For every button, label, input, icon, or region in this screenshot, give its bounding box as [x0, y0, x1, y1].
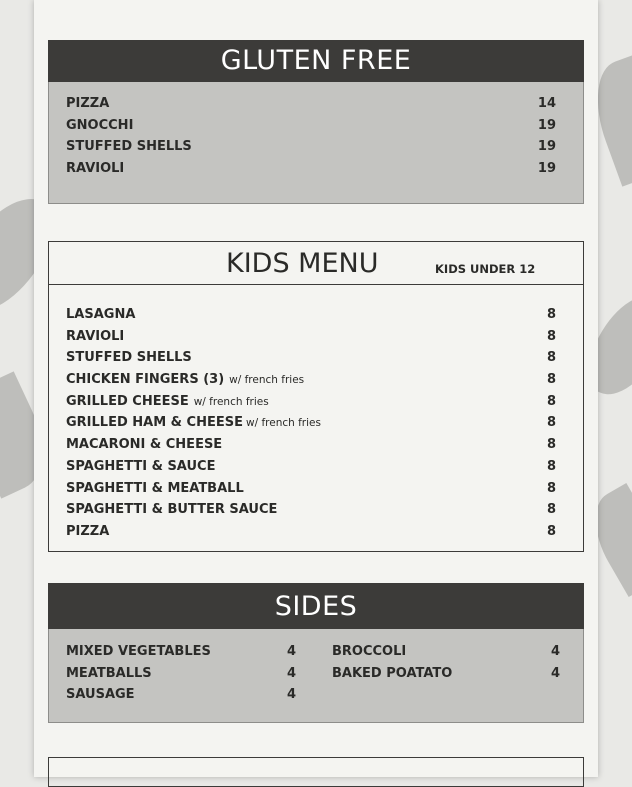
- menu-item: [49, 369, 583, 391]
- menu-item: [49, 434, 583, 456]
- menu-item: [49, 391, 583, 413]
- menu-item: [49, 412, 583, 434]
- kids-menu-list: [49, 285, 583, 543]
- next-section-box: [48, 757, 584, 787]
- item-price: 8: [546, 307, 556, 322]
- item-name: SPAGHETTI & SAUCE: [66, 458, 216, 474]
- menu-item: [49, 304, 583, 326]
- item-price: 4: [550, 665, 560, 681]
- item-price: 8: [546, 393, 556, 409]
- item-name: MIXED VEGETABLES: [66, 644, 211, 659]
- item-name: MACARONI & CHEESE: [66, 437, 223, 453]
- item-name: PIZZA: [66, 96, 110, 111]
- menu-item: [332, 663, 560, 685]
- item-price: 8: [546, 458, 556, 474]
- menu-item: [49, 326, 583, 348]
- item-name: GNOCCHI: [66, 117, 134, 133]
- kids-menu-section: [48, 241, 584, 552]
- kids-menu-subtitle: KIDS UNDER 12: [435, 262, 536, 276]
- item-name: RAVIOLI: [66, 161, 125, 177]
- item-price: 4: [550, 644, 560, 659]
- item-price: 4: [286, 665, 296, 681]
- item-name: BROCCOLI: [332, 644, 407, 659]
- item-name: STUFFED SHELLS: [66, 139, 192, 155]
- item-price: 19: [537, 161, 556, 177]
- gluten-free-title: GLUTEN FREE: [48, 40, 584, 82]
- menu-item: [49, 456, 583, 478]
- sides-list: [48, 629, 584, 723]
- menu-item: [49, 158, 583, 180]
- item-note: w/ french fries: [193, 395, 269, 408]
- menu-item: [66, 663, 296, 685]
- item-name: GRILLED CHEESE: [66, 393, 189, 409]
- item-name: GRILLED HAM & CHEESE: [66, 415, 243, 431]
- item-name: RAVIOLI: [66, 328, 125, 344]
- item-name: BAKED POATATO: [332, 665, 453, 681]
- menu-item: [49, 347, 583, 369]
- item-price: 8: [546, 523, 556, 539]
- gluten-free-section: [48, 40, 584, 204]
- sides-right-column: [332, 641, 560, 684]
- sides-title: SIDES: [48, 583, 584, 629]
- item-name: STUFFED SHELLS: [66, 350, 192, 366]
- menu-item: [49, 115, 583, 137]
- item-note: w/ french fries: [229, 374, 305, 387]
- item-price: 8: [546, 415, 556, 431]
- item-price: 19: [537, 117, 556, 133]
- menu-item: [332, 641, 560, 663]
- item-price: 4: [286, 687, 296, 703]
- kids-menu-header: [49, 242, 583, 285]
- item-name: SAUSAGE: [66, 687, 135, 703]
- item-price: 8: [546, 480, 556, 496]
- menu-item: [49, 478, 583, 500]
- item-price: 8: [546, 328, 556, 344]
- item-name: SPAGHETTI & MEATBALL: [66, 480, 244, 496]
- gluten-free-list: [48, 82, 584, 204]
- menu-item: [49, 136, 583, 158]
- menu-item: [66, 641, 296, 663]
- menu-item: [49, 499, 583, 521]
- item-name: LASAGNA: [66, 307, 136, 322]
- item-note: w/ french fries: [245, 417, 321, 430]
- sides-section: [48, 583, 584, 723]
- sides-left-column: [66, 641, 296, 706]
- item-price: 8: [546, 372, 556, 388]
- item-name: PIZZA: [66, 523, 110, 539]
- item-price: 8: [546, 437, 556, 453]
- item-name: SPAGHETTI & BUTTER SAUCE: [66, 502, 278, 518]
- menu-item: [66, 684, 296, 706]
- item-price: 19: [537, 139, 556, 155]
- kids-menu-title: KIDS MENU: [226, 248, 379, 279]
- item-price: 14: [537, 96, 556, 111]
- menu-page: [34, 0, 598, 777]
- item-price: 4: [286, 644, 296, 659]
- menu-item: [49, 93, 583, 115]
- item-price: 8: [546, 502, 556, 518]
- item-name: MEATBALLS: [66, 665, 152, 681]
- item-name: CHICKEN FINGERS (3): [66, 372, 225, 388]
- item-price: 8: [546, 350, 556, 366]
- menu-item: [49, 521, 583, 543]
